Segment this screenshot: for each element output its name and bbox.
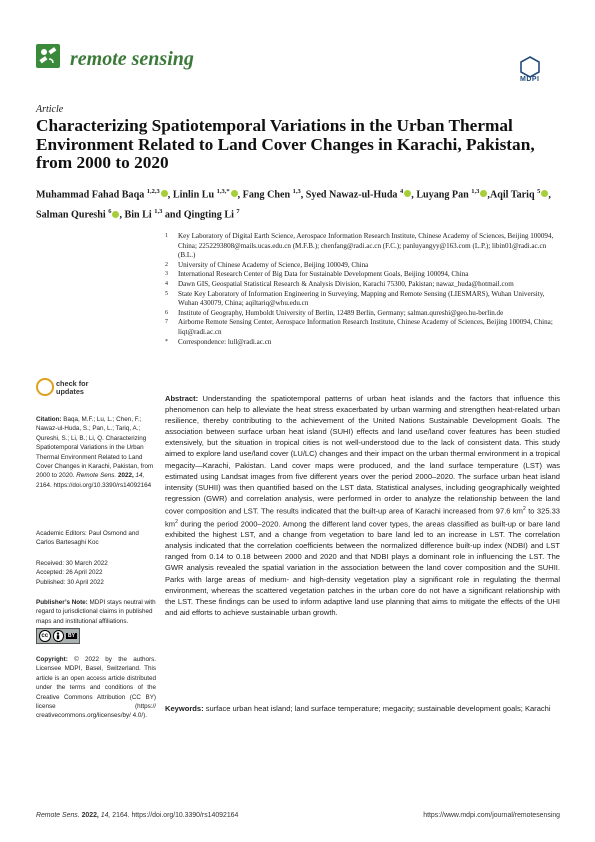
cc-license-badge[interactable] <box>36 628 80 644</box>
affiliation-text: State Key Laboratory of Information Engineering in Surveying, Mapping and Remote Sensing (LIESMARS), Wuhan University, Wuhan 430079, China; aqiltariq@whu.edu.cn <box>178 289 545 308</box>
abstract: Abstract: Understanding the spatiotemporal patterns of urban heat islands and the factors that influence this phenomenon can help to alleviate the heat stress exacerbated by urban warming and strengthen heat-related urban resilience, thereby contributing to the achievement of the United Nations Sustainable Development Goals. The association between surface urban heat island (SUHI) effects and land use/land cover features has been studied extensively, but the situation in tropical cities is not well-understood due to the lack of consistent data. This study aimed to explore land use/land cover (LU/LC) changes and their impact on the urban thermal environment in a tropical megacity—Karachi, Pakistan. Land cover maps were produced, and the land surface temperature (LST) was estimated using Landsat images from five different years over the period 2000–2020. The surface urban heat island intensity (SUHII) was then quantified based on the LST data. Statistical analyses, including geographically weighted regression (GWR) and correlation analysis, were performed in order to analyze the relationship between the land cover composition and LST. The results indicated that the built-up area of Karachi increased from 97.6 $km^2$ to 325.33 $km^2$ during the period 2000–2020. Among the different land cover types, the areas classified as built-up or bare land exhibited the highest LST, and a change from vegetation to bare land led to an increase in LST. The correlation analysis indicated that the correlation coefficients between the normalized difference built-up index (NDBI) and LST ranged from 0.14 to 0.18 between 2000 and 2020 and that NDBI plays a dominant role in influencing the LST. The GWR analysis revealed the spatial variation in the association between the land cover composition and the SUHII. Parks with large areas of medium- and high-density vegetation play a significant role in regulating the thermal environment, whereas the scattered vegetation patches in the urban core do not have a significant relationship with the LST. These findings can be used to inform adaptive land use planning that aims to mitigate the effects of the UHI and aid efforts to achieve sustainable urban growth. <box>165 394 561 617</box>
affiliation-number: 6 <box>165 309 168 316</box>
affiliation-text: Correspondence: lull@radi.ac.cn <box>178 337 272 346</box>
publisher-note: Publisher’s Note: MDPI stays neutral with regard to jurisdictional claims in published maps and institutional affiliations. <box>36 599 156 625</box>
published-date: Published: 30 April 2022 <box>36 578 104 586</box>
affiliation-text: Institute of Geography, Humboldt University of Berlin, 12489 Berlin, Germany; salman.qureshi@geo.hu-berlin.de <box>178 308 504 317</box>
affiliation-text: Dawn GIS, Geospatial Statistical Research & Analysis Division, Karachi 75300, Pakistan; nawaz_huda@hotmail.com <box>178 279 514 288</box>
affiliation-number: 7 <box>165 319 168 326</box>
footer-citation: Remote Sens. 2022, 14, 2164. https://doi.org/10.3390/rs14092164 <box>36 812 239 819</box>
author-affiliation-marker: 1,3 <box>292 188 301 195</box>
author-affiliation-marker: 1,3 <box>154 208 163 216</box>
author-name: Luyang Pan <box>416 189 469 201</box>
author-name: Fang Chen <box>242 189 291 201</box>
author-affiliation-marker: 6 <box>108 208 112 216</box>
affiliation-item <box>165 261 565 271</box>
citation-doi-link[interactable]: 2164. https://doi.org/10.3390/rs14092164 <box>36 481 152 489</box>
author-name: Muhammad Fahad Baqa <box>36 189 145 201</box>
affiliation-item <box>165 232 565 261</box>
affiliations <box>165 232 565 347</box>
author-affiliation-marker: 4 <box>400 188 404 195</box>
affiliation-number: 3 <box>165 271 168 278</box>
affiliation-number: 5 <box>165 290 168 297</box>
orcid-icon[interactable] <box>161 190 168 197</box>
received-date: Received: 30 March 2022 <box>36 560 108 567</box>
author-name: Bin Li <box>124 209 152 221</box>
affiliation-item <box>165 318 565 337</box>
author-separator: , <box>487 189 490 201</box>
author-separator: , <box>167 189 173 201</box>
check-for-updates-icon[interactable] <box>36 378 54 396</box>
author-name: Syed Nawaz-ul-Huda <box>305 189 398 201</box>
attribution-person-icon <box>53 630 65 642</box>
author-affiliation-marker: 1,2,3 <box>146 188 160 195</box>
author-separator: , <box>300 189 306 201</box>
affiliation-number: 4 <box>165 280 168 287</box>
author-affiliation-marker: 7 <box>236 208 240 216</box>
affiliation-number: * <box>165 338 168 345</box>
affiliation-item <box>165 280 565 290</box>
orcid-icon[interactable] <box>231 190 238 197</box>
author-name: Salman Qureshi <box>36 209 106 221</box>
cc-by-label: BY <box>68 633 75 639</box>
affiliation-text: University of Chinese Academy of Science, Beijing 100049, China <box>178 260 369 269</box>
keywords-label: Keywords: <box>165 704 204 713</box>
accepted-date: Accepted: 26 April 2022 <box>36 569 103 577</box>
journal-logo-icon <box>36 44 60 68</box>
cc-icon: cc <box>39 630 51 642</box>
affiliation-item <box>165 270 565 280</box>
affiliation-number: 1 <box>165 233 168 239</box>
author-list <box>36 183 556 224</box>
author-name: Aqil Tariq <box>489 189 535 201</box>
footer-journal-url[interactable]: https://www.mdpi.com/journal/remotesensing <box>423 812 560 819</box>
author-separator: , <box>548 189 551 201</box>
publication-dates <box>36 559 156 587</box>
affiliation-number: 2 <box>165 261 168 268</box>
author-affiliation-marker: 5 <box>537 188 541 195</box>
author-affiliation-marker: 1,3 <box>471 188 480 195</box>
author-separator: , <box>119 209 125 221</box>
mdpi-logo-text: MDPI <box>520 76 540 83</box>
author-affiliation-marker: 1,3,* <box>216 188 230 195</box>
affiliation-text: International Research Center of Big Data for Sustainable Development Goals, Beijing 100094, China <box>178 270 469 279</box>
author-separator: , <box>411 189 417 201</box>
author-name: Linlin Lu <box>172 189 215 201</box>
affiliation-item <box>165 290 565 309</box>
affiliation-text: Airborne Remote Sensing Center, Aerospace Information Research Institute, Chinese Academy of Sciences, Beijing 100094, China; liqt@radi.ac.cn <box>178 318 553 336</box>
citation-block: Citation: Baqa, M.F.; Lu, L.; Chen, F.; Nawaz-ul-Huda, S.; Pan, L.; Tariq, A.; Qureshi, S.; Li, B.; Li, Q. Characterizing Spatiotemporal Variations in the Urban Thermal Environment Related to Land Cover Changes in Karachi, Pakistan, from 2000 to 2020. Remote Sens. 2022, 14, 2164. https://doi.org/10.3390/rs14092164 <box>36 416 154 489</box>
affiliation-item <box>165 309 565 319</box>
mdpi-logo-icon <box>519 56 541 78</box>
author-name: Qingting Li <box>183 209 234 221</box>
keywords: Keywords: surface urban heat island; land surface temperature; megacity; sustainable development goals; Karachi <box>165 704 551 713</box>
author-separator: and <box>162 209 184 221</box>
academic-editors: Academic Editors: Paul Osmond and Carlos Bartesaghi Koc <box>36 530 139 547</box>
copyright-block: Copyright: © 2022 by the authors. Licensee MDPI, Basel, Switzerland. This article is an open access article distributed under the terms and conditions of the Creative Commons Attribution (CC BY) license (https:// creativecommons.org/licenses/by/ 4.0/). <box>36 656 157 720</box>
affiliation-item <box>165 338 565 348</box>
article-type: Article <box>36 104 64 115</box>
journal-name: remote sensing <box>70 48 194 70</box>
check-for-updates-label[interactable]: check for updates <box>56 379 89 396</box>
paper-title: Characterizing Spatiotemporal Variations in the Urban Thermal Environment Related to Land Cover Changes in Karachi, Pakistan, from 2000 to 2020 <box>36 116 535 172</box>
author-separator: , <box>237 189 243 201</box>
abstract-label: Abstract: <box>165 394 199 403</box>
affiliation-text: Key Laboratory of Digital Earth Science, Aerospace Information Research Institute, Chinese Academy of Sciences, Beijing 100094, China; 2252293808@mails.ucas.edu.cn (M.F.B.); chenfang@radi.ac.cn (F.C.); panluyangyy@163.com (L.P.); libin01@radi.ac.cn (B.L.) <box>178 232 554 260</box>
